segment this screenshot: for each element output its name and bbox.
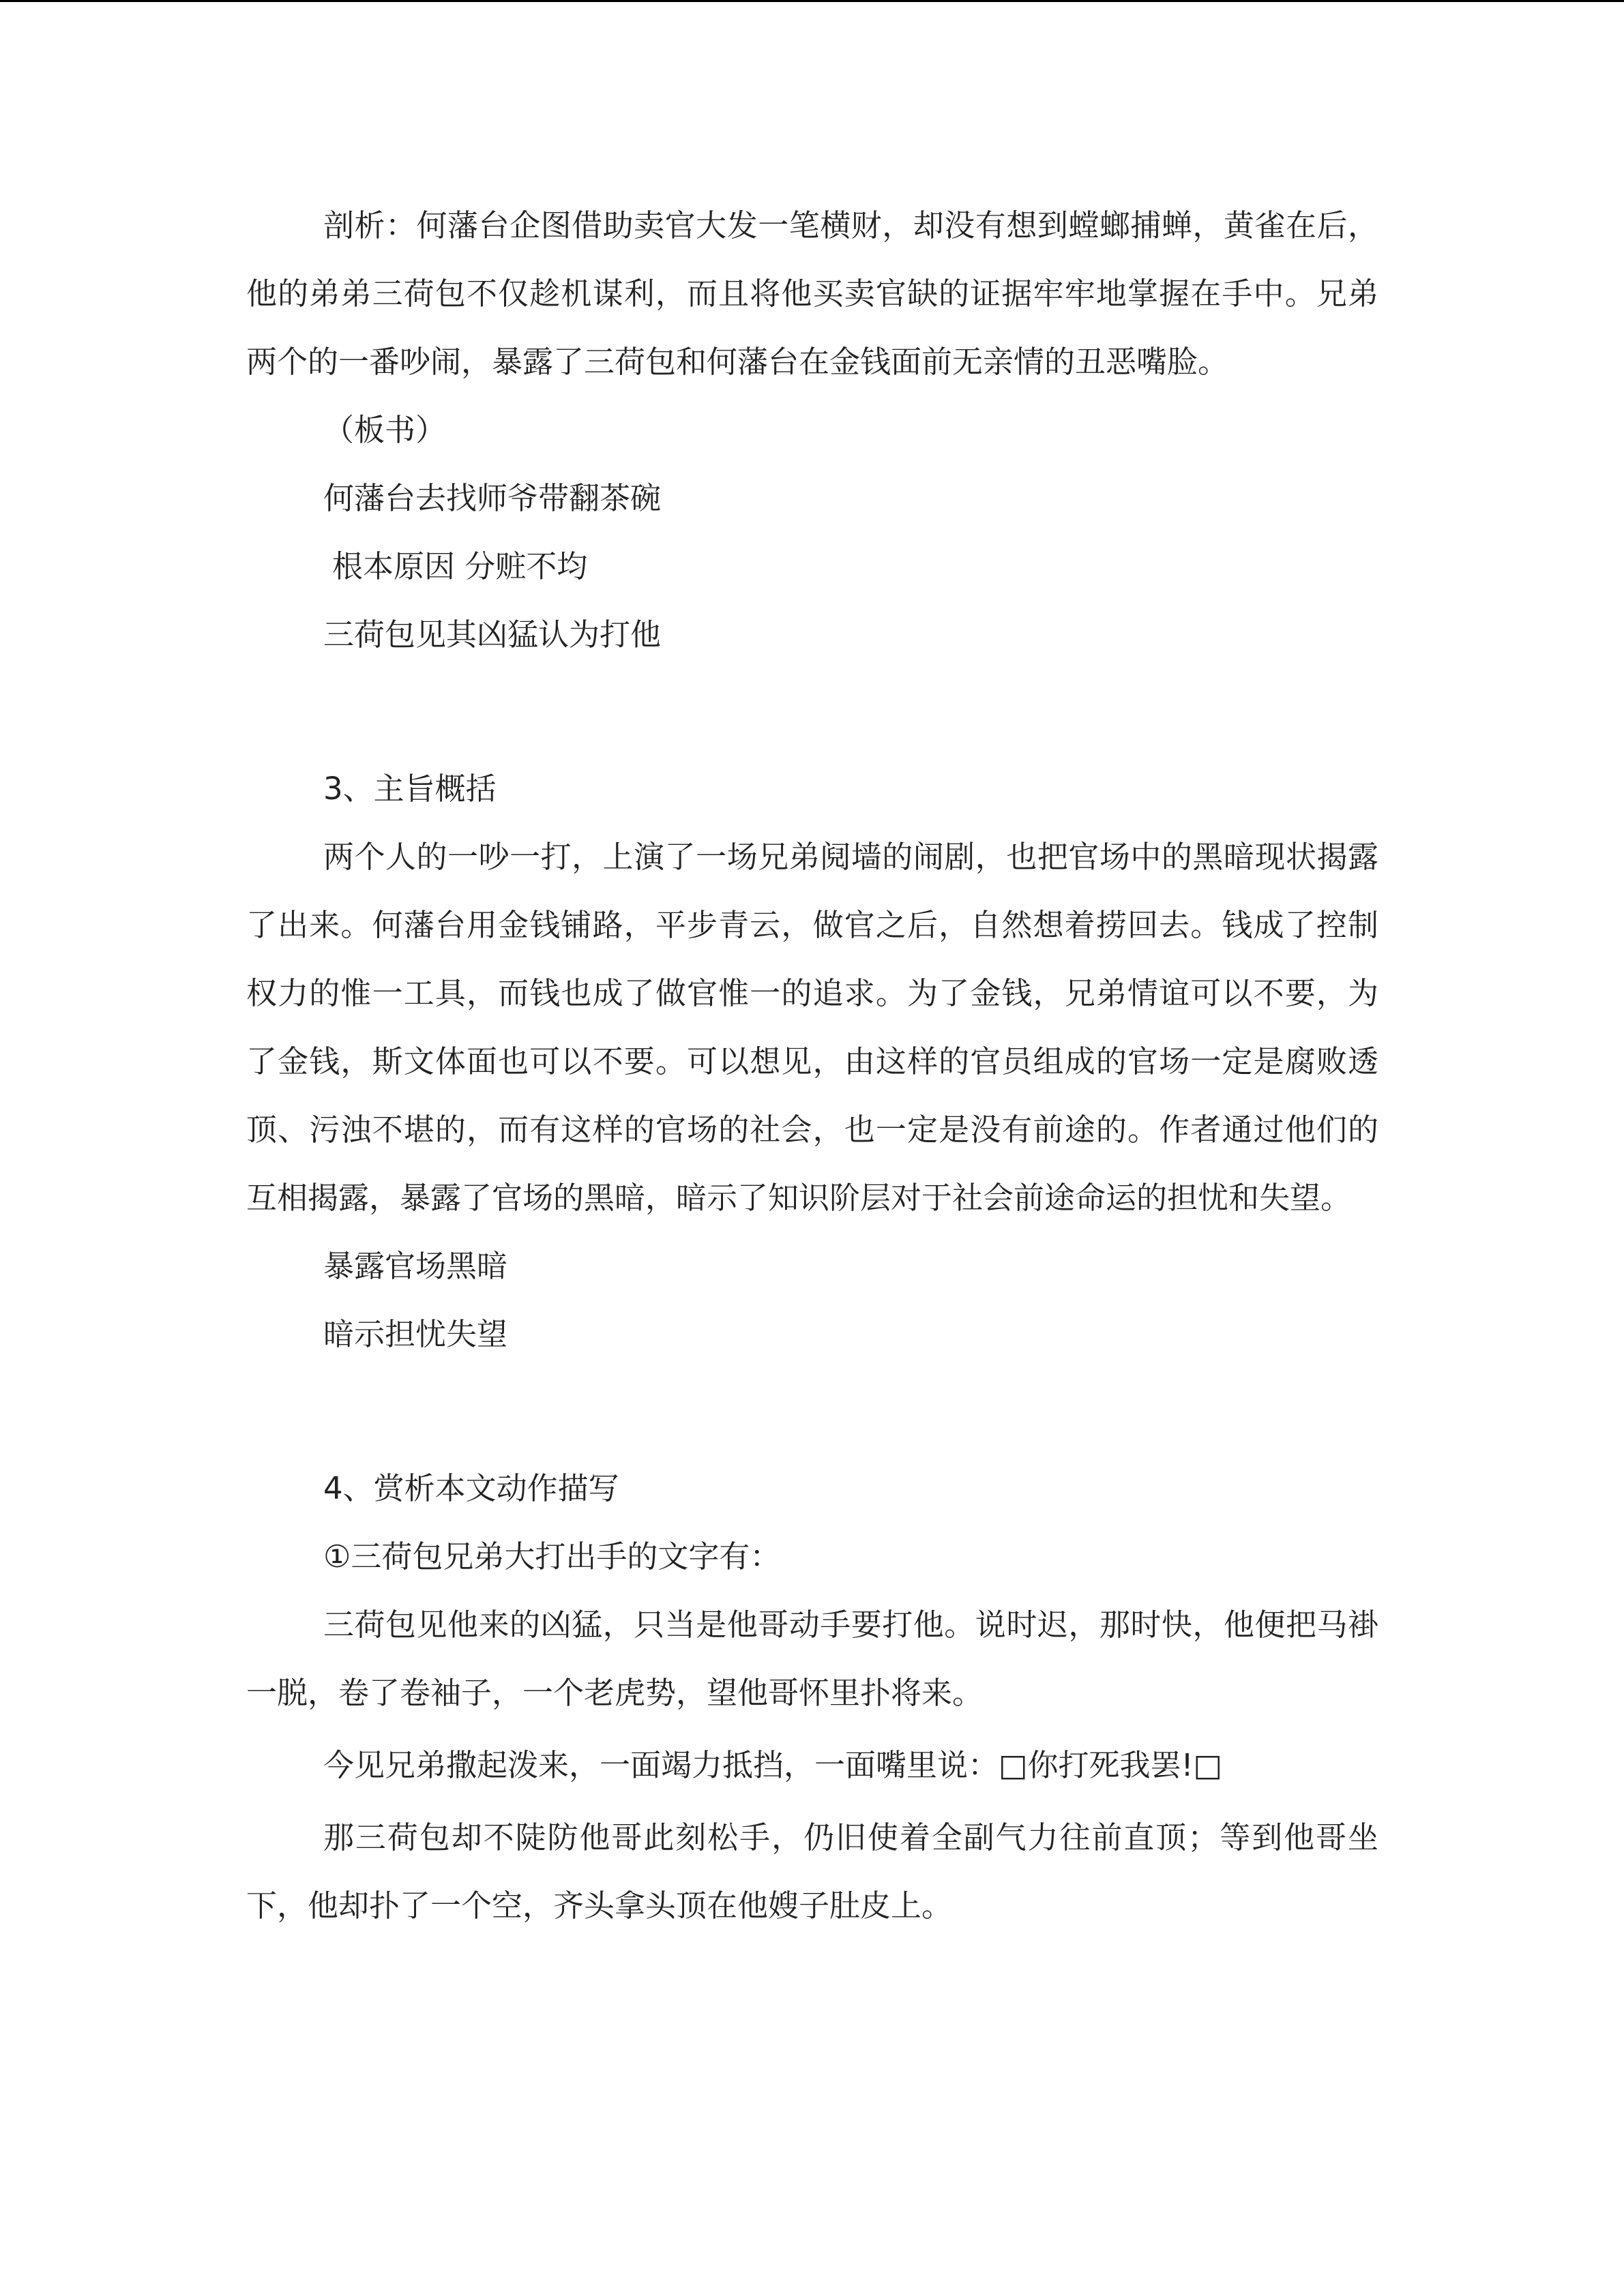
document-body	[246, 192, 1378, 1940]
analysis-paragraph: 剖析：何藩台企图借助卖官大发一笔横财，却没有想到螳螂捕蝉，黄雀在后，他的弟弟三荷包不仅趁机谋利，而且将他买卖官缺的证据牢牢地掌握在手中。兄弟两个的一番吵闹，暴露了三荷包和何藩台在金钱面前无亲情的丑恶嘴脸。	[246, 207, 1378, 380]
blackboard-line-3: 三荷包见其凶猛认为打他	[323, 616, 662, 653]
section4-paragraph-2: 今见兄弟撒起泼来，一面竭力抵挡，一面嘴里说：□你打死我罢!□	[323, 1747, 1223, 1783]
section3-summary-1: 暴露官场黑暗	[323, 1248, 508, 1284]
blackboard-title: （板书）	[323, 412, 447, 448]
blackboard-line-1: 何藩台去找师爷带翻茶碗	[323, 480, 662, 516]
section4-paragraph-3: 那三荷包却不陡防他哥此刻松手，仍旧使着全副气力往前直顶；等到他哥坐下，他却扑了一个空，齐头拿头顶在他嫂子肚皮上。	[246, 1819, 1378, 1924]
section3-heading: 3、主旨概括	[323, 771, 497, 807]
section-spacer	[246, 1369, 1378, 1455]
section4-subheading: ①三荷包兄弟大打出手的文字有：	[323, 1538, 781, 1575]
section4-paragraph-1: 三荷包见他来的凶猛，只当是他哥动手要打他。说时迟，那时快，他便把马褂一脱，卷了卷袖子，一个老虎势，望他哥怀里扑将来。	[246, 1607, 1378, 1711]
section3-paragraph: 两个人的一吵一打，上演了一场兄弟阋墙的闹剧，也把官场中的黑暗现状揭露了出来。何藩台用金钱铺路，平步青云，做官之后，自然想着捞回去。钱成了控制权力的惟一工具，而钱也成了做官惟一的追求。为了金钱，兄弟情谊可以不要，为了金钱，斯文体面也可以不要。可以想见，由这样的官员组成的官场一定是腐败透顶、污浊不堪的，而有这样的官场的社会，也一定是没有前途的。作者通过他们的互相揭露，暴露了官场的黑暗，暗示了知识阶层对于社会前途命运的担忧和失望。	[246, 839, 1378, 1216]
section-spacer	[246, 669, 1378, 755]
blackboard-line-2: 根本原因 分赃不均	[332, 548, 588, 584]
section3-summary-2: 暗示担忧失望	[323, 1316, 508, 1352]
section4-heading: 4、赏析本文动作描写	[323, 1470, 619, 1506]
